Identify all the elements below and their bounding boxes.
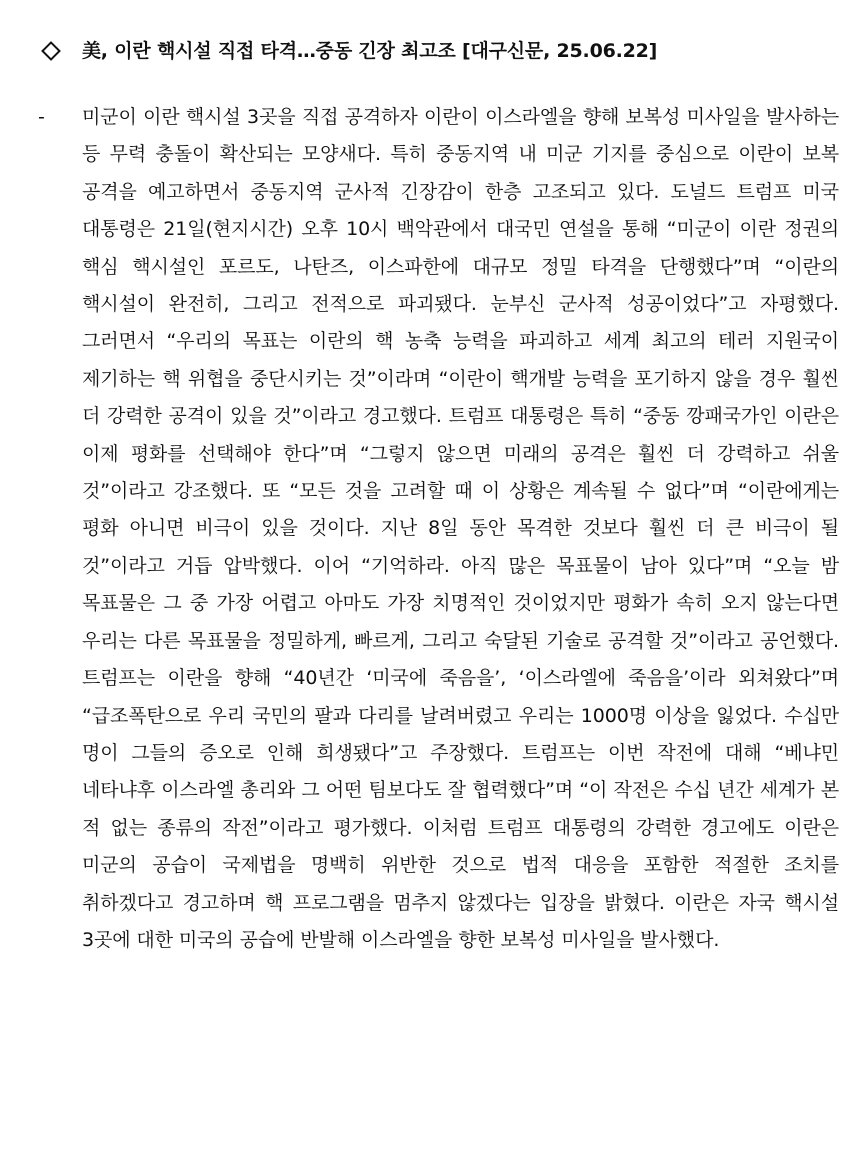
article-body: 미군이 이란 핵시설 3곳을 직접 공격하자 이란이 이스라엘을 향해 보복성 미사일을 발사하는 등 무력 충돌이 확산되는 모양새다. 특히 중동지역 내 미군 기지를 중심으로 이란이 보복 공격을 예고하면서 중동지역 군사적 긴장감이 한층 고조되고 있다. 도널드 트럼프 미국 대통령은 21일(현지시간) 오후 10시 백악관에서 대국민 연설을 통해 “미군이 이란 정권의 핵심 핵시설인 포르도, 나탄즈, 이스파한에 대규모 정밀 타격을 단행했다”며 “이란의 핵시설이 완전히, 그리고 전적으로 파괴됐다. 눈부신 군사적 성공이었다”고 자평했다. 그러면서 “우리의 목표는 이란의 핵 농축 능력을 파괴하고 세계 최고의 테러 지원국이 제기하는 핵 위협을 중단시키는 것”이라며 “이란이 핵개발 능력을 포기하지 않을 경우 훨씬 더 강력한 공격이 있을 것”이라고 경고했다. 트럼프 대통령은 특히 “중동 깡패국가인 이란은 이제 평화를 선택해야 한다”며 “그렇지 않으면 미래의 공격은 훨씬 더 강력하고 쉬울 것”이라고 강조했다. 또 “모든 것을 고려할 때 이 상황은 계속될 수 없다”며 “이란에게는 평화 아니면 비극이 있을 것이다. 지난 8일 동안 목격한 것보다 훨씬 더 큰 비극이 될 것”이라고 거듭 압박했다. 이어 “기억하라. 아직 많은 목표물이 남아 있다”며 “오늘 밤 목표물은 그 중 가장 어렵고 아마도 가장 치명적인 것이었지만 평화가 속히 오지 않는다면 우리는 다른 목표물을 정밀하게, 빠르게, 그리고 숙달된 기술로 공격할 것”이라고 공언했다. 트럼프는 이란을 향해 “40년간 ‘미국에 죽음을’, ‘이스라엘에 죽음을’이라 외쳐왔다”며 “급조폭탄으로 우리 국민의 팔과 다리를 날려버렸고 우리는 1000명 이상을 잃었다. 수십만 명이 그들의 증오로 인해 희생됐다”고 주장했다. 트럼프는 이번 작전에 대해 “베냐민 네타냐후 이스라엘 총리와 그 어떤 팀보다도 잘 협력했다”며 “이 작전은 수십 년간 세계가 본 적 없는 종류의 작전”이라고 평가했다. 이처럼 트럼프 대통령의 강력한 경고에도 이란은 미군의 공습이 국제법을 명백히 위반한 것으로 법적 대응을 포함한 적절한 조치를 취하겠다고 경고하며 핵 프로그램을 멈추지 않겠다는 입장을 밝혔다. 이란은 자국 핵시설 3곳에 대한 미국의 공습에 반발해 이스라엘을 향한 보복성 미사일을 발사했다. — [82, 106, 839, 951]
article-body-row — [38, 99, 840, 959]
dash-bullet: - — [38, 106, 45, 128]
diamond-bullet-icon — [41, 41, 61, 61]
article-headline-row — [38, 34, 828, 68]
article-headline: 美, 이란 핵시설 직접 타격…중동 긴장 최고조 [대구신문, 25.06.22] — [82, 40, 658, 62]
